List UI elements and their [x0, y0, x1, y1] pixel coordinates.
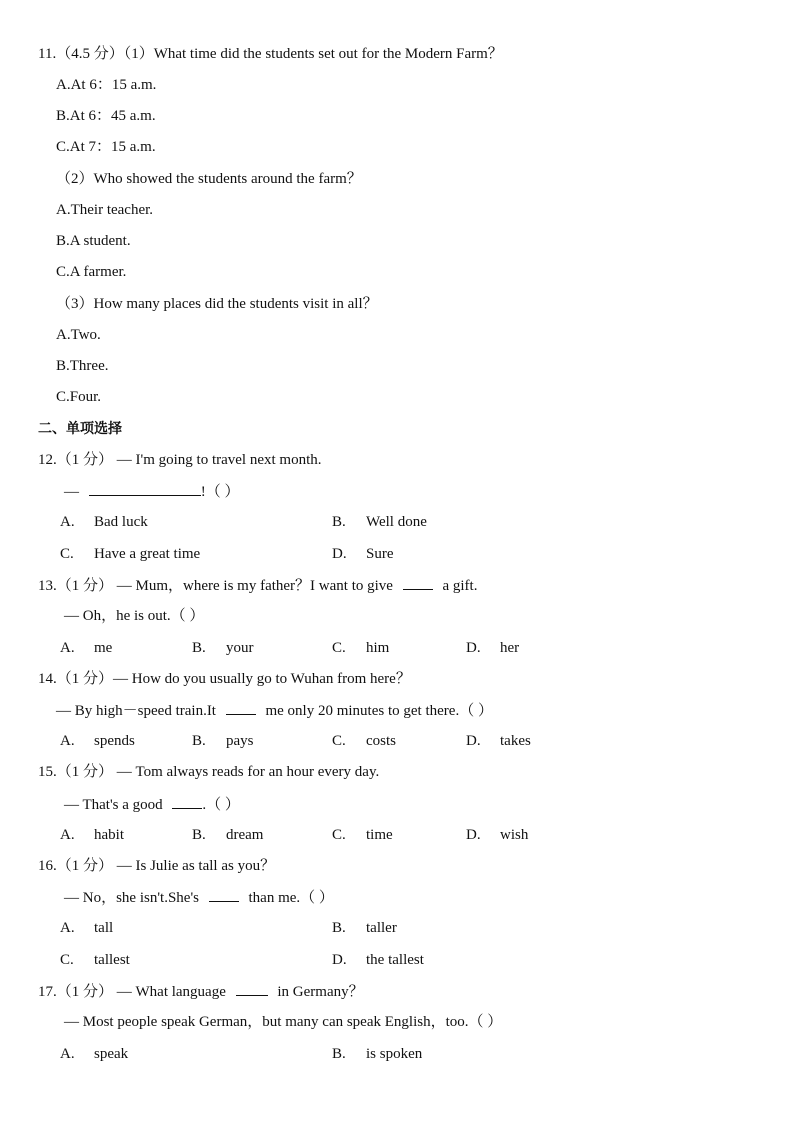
answer-blank [236, 981, 268, 996]
q12-reply-end: !（ ） [200, 484, 240, 500]
q11-p3-option-c: C.Four. [56, 389, 102, 405]
q17-stem: 17.（1 分） — What language in Germany？ [38, 981, 364, 1002]
answer-blank [226, 700, 256, 715]
q14-option-c: C. costs [332, 733, 396, 749]
q16-option-b: B. taller [332, 920, 397, 936]
q11-p2-stem: （2）Who showed the students around the farm？ [56, 171, 362, 187]
q13-reply: — Oh，he is out.（ ） [64, 608, 205, 624]
q13-option-a: A. me [60, 640, 113, 656]
q15-reply: — That's a good .（ ） [64, 794, 240, 815]
q14-reply: — By high－speed train.It me only 20 minutes to get there.（ ） [56, 700, 493, 721]
q12-option-b: B. Well done [332, 514, 427, 530]
answer-blank [403, 575, 433, 590]
q12-option-d: D. Sure [332, 546, 394, 562]
q11-p3-stem: （3）How many places did the students visit in all？ [56, 296, 378, 312]
q11-p1-option-c: C.At 7：15 a.m. [56, 139, 156, 155]
q13-option-c: C. him [332, 640, 390, 656]
q11-p2-option-c: C.A farmer. [56, 264, 127, 280]
q12-stem: 12.（1 分） — I'm going to travel next month. [38, 452, 322, 468]
q16-reply: — No，she isn't.She's than me.（ ） [64, 887, 334, 908]
answer-blank [209, 887, 239, 902]
q16-option-a: A. tall [60, 920, 114, 936]
section-heading: 二、单项选择 [38, 421, 122, 437]
q13-stem: 13.（1 分） — Mum，where is my father？I want to give a gift. [38, 575, 477, 596]
q11-stem: 11.（4.5 分）（1）What time did the students set out for the Modern Farm？ [38, 46, 503, 62]
q17-option-b: B. is spoken [332, 1046, 423, 1062]
q16-option-d: D. the tallest [332, 952, 424, 968]
q15-option-b: B. dream [192, 827, 264, 843]
q14-option-d: D. takes [466, 733, 531, 749]
q12-option-c: C. Have a great time [60, 546, 201, 562]
q11-p1-option-a: A.At 6：15 a.m. [56, 77, 157, 93]
q15-option-a: A. habit [60, 827, 124, 843]
q15-option-d: D. wish [466, 827, 529, 843]
q16-option-c: C. tallest [60, 952, 130, 968]
q11-p2-option-b: B.A student. [56, 233, 131, 249]
q14-option-b: B. pays [192, 733, 254, 749]
q12-reply-dash: — [64, 484, 79, 500]
q11-p2-option-a: A.Their teacher. [56, 202, 154, 218]
q11-p3-option-a: A.Two. [56, 327, 101, 343]
q17-reply: — Most people speak German，but many can speak English，too.（ ） [64, 1014, 503, 1030]
q14-option-a: A. spends [60, 733, 135, 749]
q15-option-c: C. time [332, 827, 393, 843]
answer-blank [172, 794, 202, 809]
q16-stem: 16.（1 分） — Is Julie as tall as you？ [38, 858, 276, 874]
q12-option-a: A. Bad luck [60, 514, 148, 530]
q12-reply [64, 481, 240, 502]
q15-stem: 15.（1 分） — Tom always reads for an hour every day. [38, 764, 380, 780]
q13-option-d: D. her [466, 640, 520, 656]
q11-p1-option-b: B.At 6：45 a.m. [56, 108, 156, 124]
q11-p3-option-b: B.Three. [56, 358, 109, 374]
q13-option-b: B. your [192, 640, 254, 656]
answer-blank [89, 481, 201, 496]
q14-stem: 14.（1 分）— How do you usually go to Wuhan from here？ [38, 671, 411, 687]
q17-option-a: A. speak [60, 1046, 129, 1062]
